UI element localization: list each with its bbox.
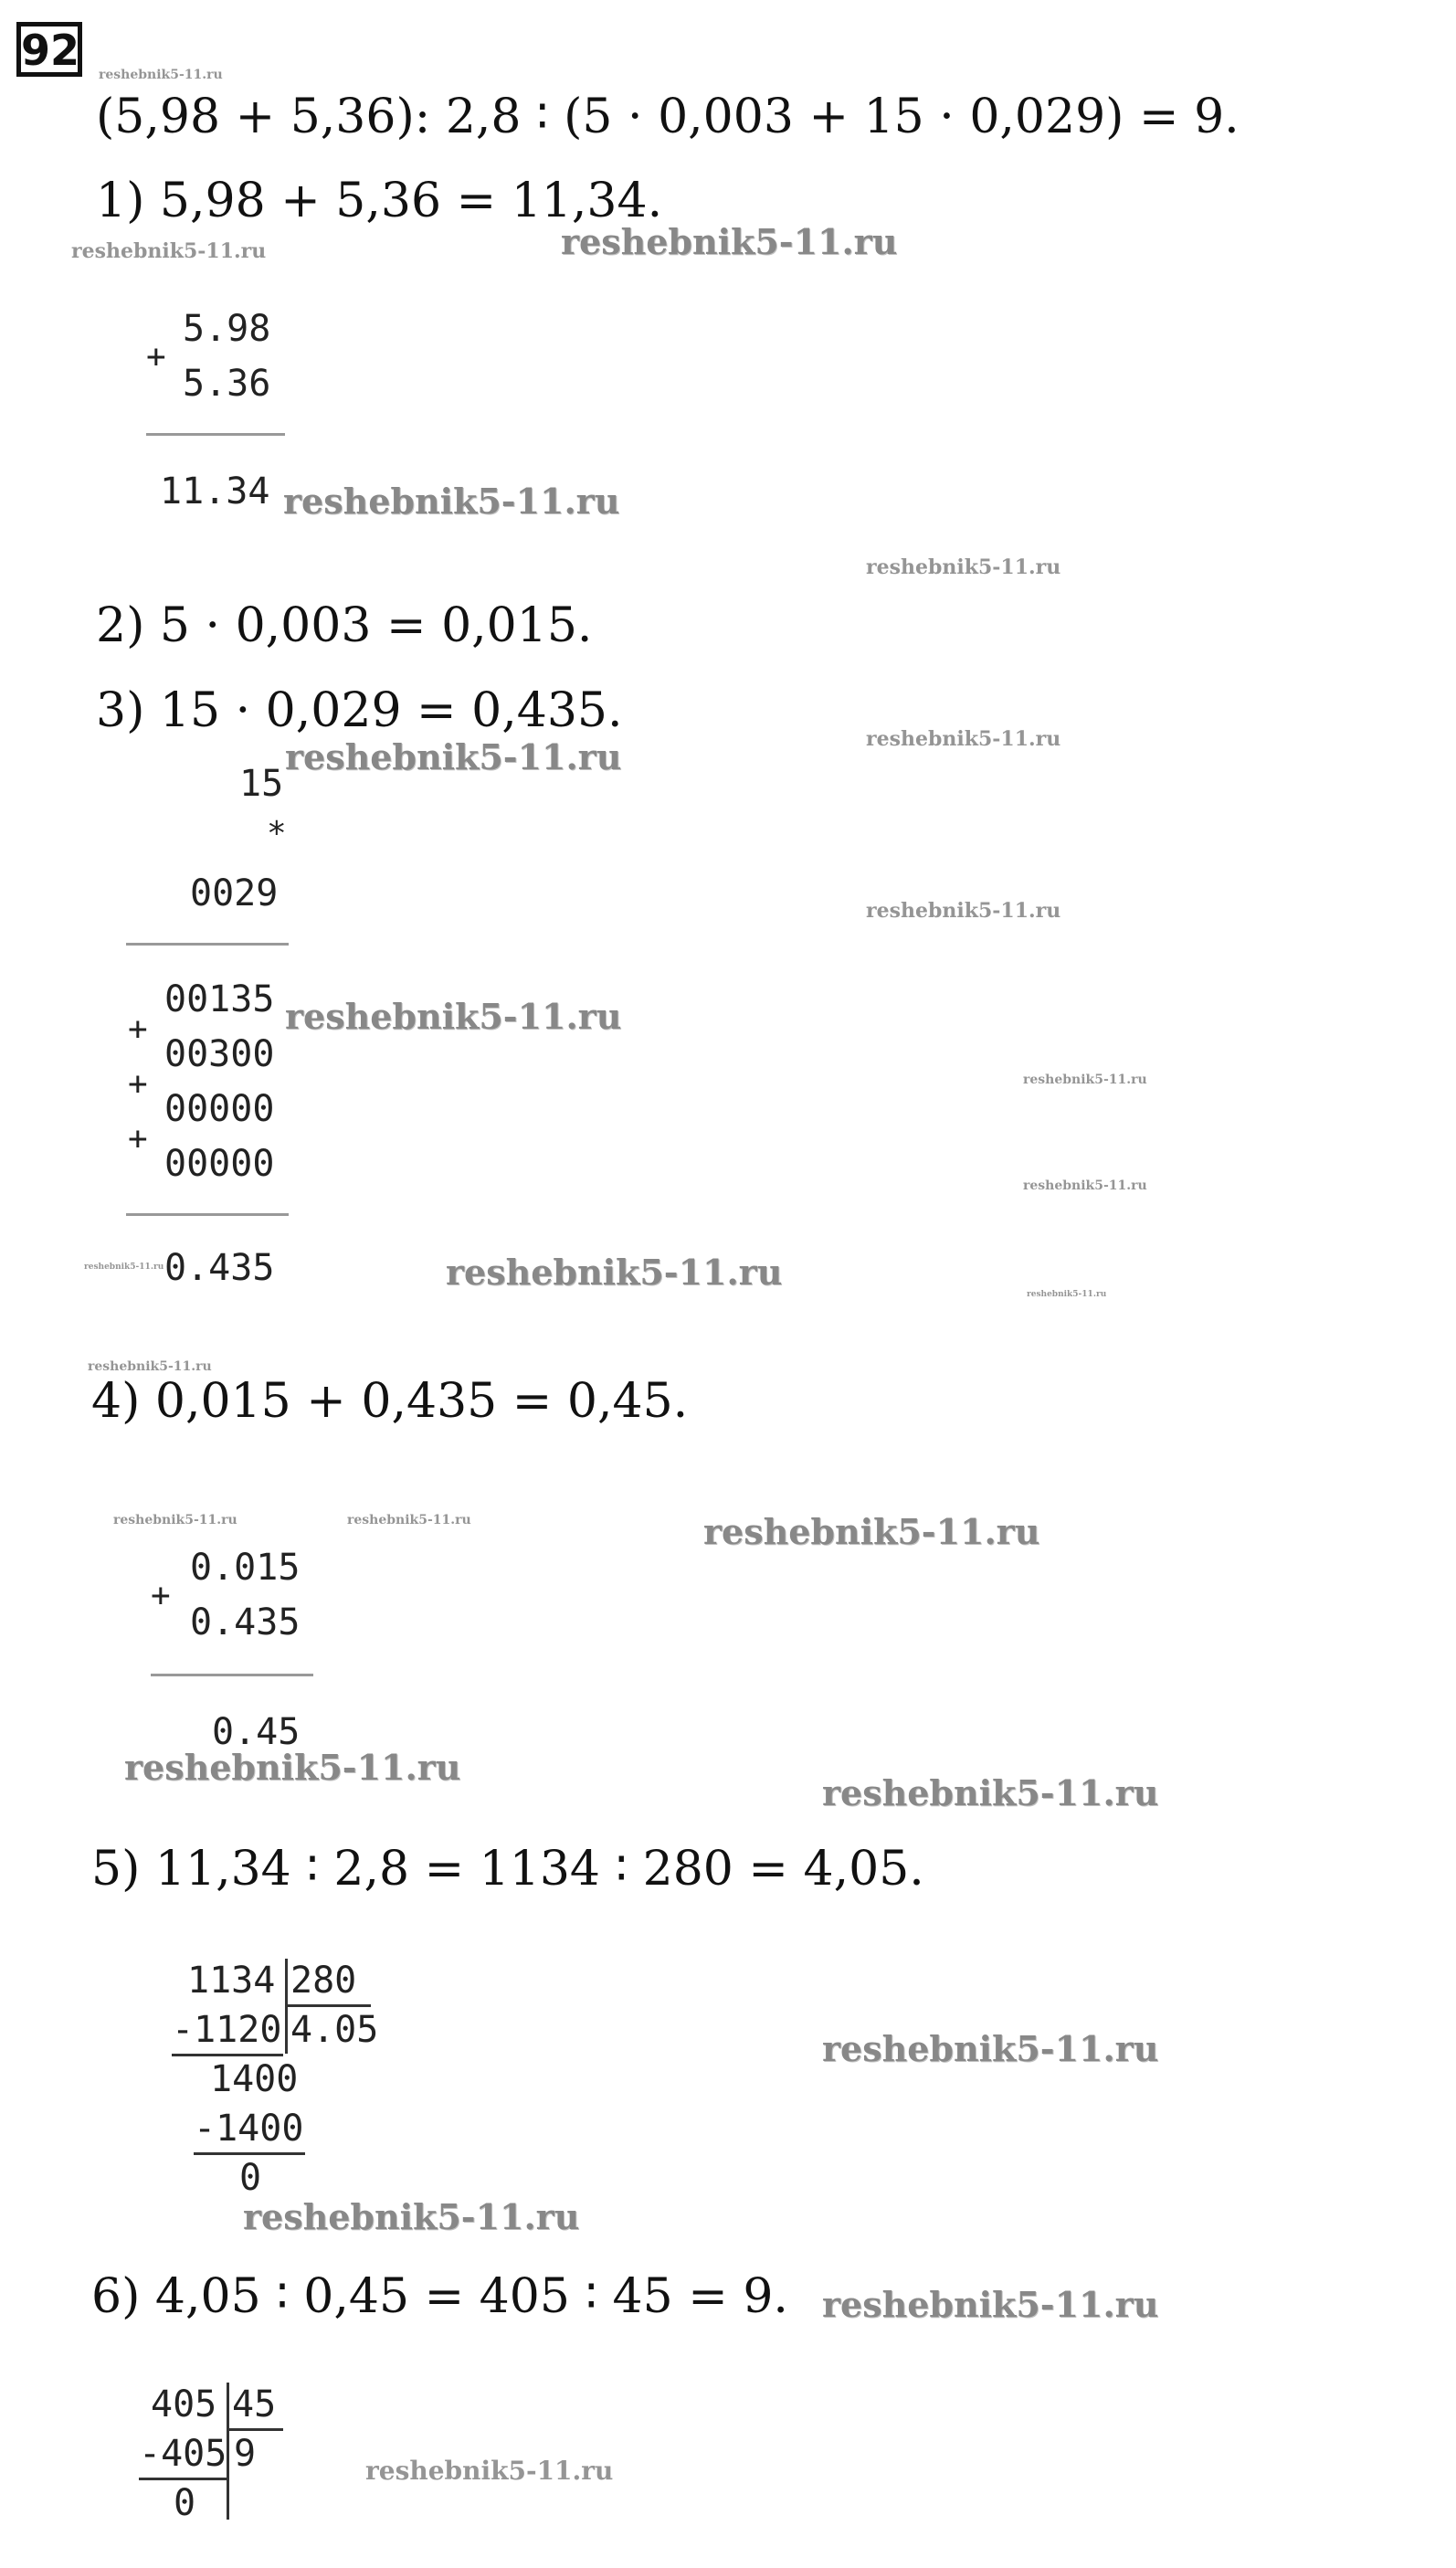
add2-operand-a: 0.015 [190,1547,301,1589]
main-expression: (5,98 + 5,36): 2,8 ∶ (5 · 0,003 + 15 · 0,029) = 9. [96,90,1240,144]
div1-rule-1 [172,2054,283,2056]
watermark: reshebnik5-11.ru [99,68,223,82]
div1-rule-2 [194,2152,305,2155]
div2-dividend: 405 [151,2383,217,2425]
watermark: reshebnik5-11.ru [84,1263,164,1272]
mul-plus-1: + [128,1010,148,1048]
watermark: reshebnik5-11.ru [822,1772,1159,1813]
div2-vertical-bar [227,2383,229,2520]
div1-remainder-2: 0 [239,2157,262,2199]
add1-result: 11.34 [160,470,270,513]
div2-remainder: 0 [174,2482,196,2524]
mul-partial-1: 00135 [164,978,275,1020]
div1-remainder-1: 1400 [210,2058,299,2100]
step-1: 1) 5,98 + 5,36 = 11,34. [96,174,663,228]
div1-divisor-bar [287,2004,371,2007]
watermark: reshebnik5-11.ru [822,2028,1159,2069]
problem-number: 92 [16,22,82,77]
step-6: 6) 4,05 ∶ 0,45 = 405 ∶ 45 = 9. [91,2269,788,2324]
add2-plus-sign: + [151,1577,171,1614]
step-2: 2) 5 · 0,003 = 0,015. [96,598,593,653]
step-4: 4) 0,015 + 0,435 = 0,45. [91,1374,689,1429]
add2-operand-b: 0.435 [190,1601,301,1643]
watermark: reshebnik5-11.ru [285,996,622,1037]
mul-plus-2: + [128,1065,148,1103]
mul-star-sign: * [267,815,287,852]
add2-result: 0.45 [212,1711,301,1753]
watermark: reshebnik5-11.ru [71,239,267,263]
mul-rule-top [126,943,289,946]
watermark: reshebnik5-11.ru [347,1513,471,1527]
watermark: reshebnik5-11.ru [1023,1178,1147,1193]
watermark: reshebnik5-11.ru [365,2456,614,2486]
add1-operand-b: 5.36 [183,363,271,405]
div1-dividend: 1134 [187,1960,276,2002]
mul-plus-3: + [128,1120,148,1157]
mul-partial-3: 00000 [164,1088,275,1130]
mul-rule-bottom [126,1213,289,1216]
mul-partial-4: 00000 [164,1143,275,1185]
add1-plus-sign: + [146,338,166,375]
watermark: reshebnik5-11.ru [446,1252,783,1293]
add1-operand-a: 5.98 [183,308,271,350]
add1-rule [146,433,285,436]
mul-operand-a: 15 [239,763,284,805]
step-3: 3) 15 · 0,029 = 0,435. [96,683,623,738]
div1-subtrahend-1: -1120 [172,2009,282,2051]
watermark: reshebnik5-11.ru [822,2284,1159,2325]
watermark: reshebnik5-11.ru [866,555,1061,579]
watermark: reshebnik5-11.ru [866,727,1061,751]
step-5: 5) 11,34 ∶ 2,8 = 1134 ∶ 280 = 4,05. [91,1842,924,1897]
mul-result: 0.435 [164,1247,275,1289]
watermark: reshebnik5-11.ru [1027,1290,1107,1299]
div1-divisor: 280 [290,1960,357,2002]
div2-divisor-bar [228,2428,283,2431]
mul-operand-b: 0029 [190,872,279,914]
watermark: reshebnik5-11.ru [113,1513,237,1527]
watermark: reshebnik5-11.ru [283,481,620,522]
div1-quotient: 4.05 [290,2009,379,2051]
watermark: reshebnik5-11.ru [1023,1073,1147,1087]
div2-divisor: 45 [232,2383,277,2425]
watermark: reshebnik5-11.ru [88,1359,212,1374]
watermark: reshebnik5-11.ru [703,1511,1040,1552]
watermark: reshebnik5-11.ru [243,2196,580,2237]
watermark: reshebnik5-11.ru [561,221,898,262]
div2-subtrahend: -405 [139,2433,227,2475]
div2-quotient: 9 [234,2433,257,2475]
div2-rule [139,2478,227,2480]
div1-subtrahend-2: -1400 [194,2108,304,2150]
watermark: reshebnik5-11.ru [866,899,1061,923]
watermark: reshebnik5-11.ru [124,1747,461,1788]
mul-partial-2: 00300 [164,1033,275,1075]
watermark: reshebnik5-11.ru [285,736,622,777]
add2-rule [151,1674,313,1676]
